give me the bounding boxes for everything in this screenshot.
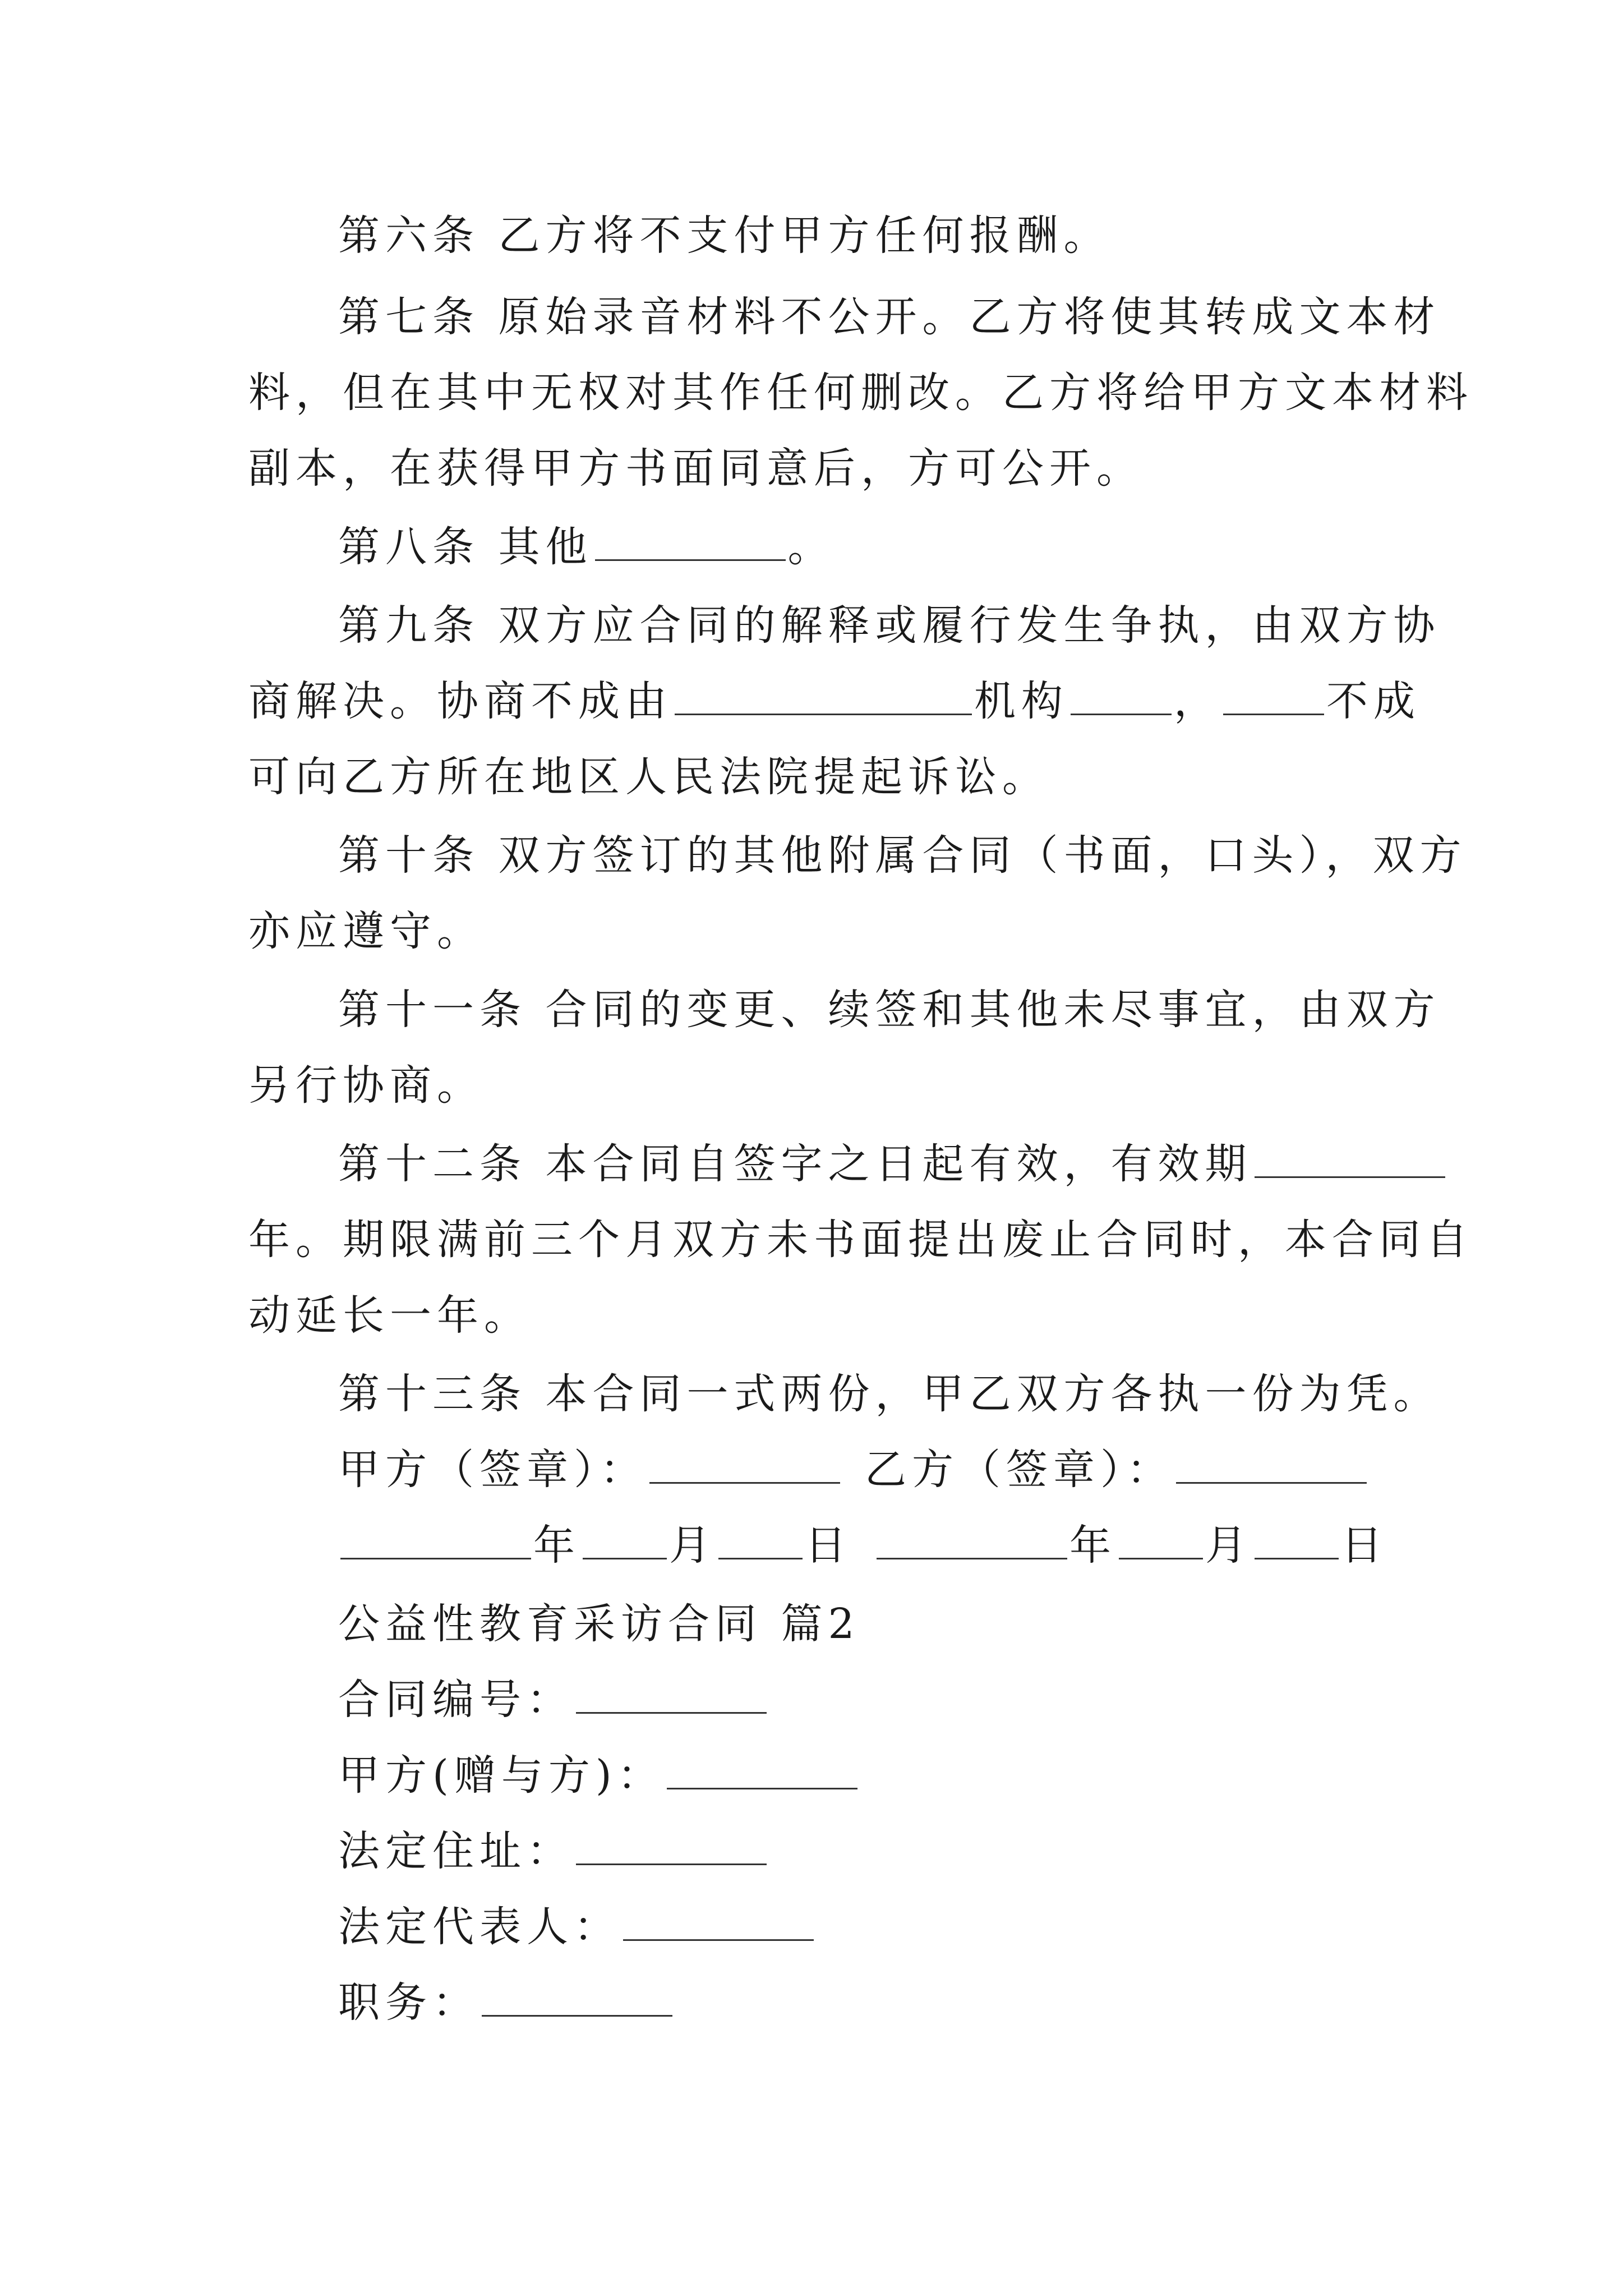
clause-10-line-2 <box>248 903 1370 959</box>
clause-8-text: 第八条 其他 <box>338 523 593 571</box>
legal-representative-blank <box>623 1900 814 1941</box>
clause-7-line-1 <box>248 289 1441 345</box>
contract-number-blank <box>576 1673 767 1714</box>
arbitration-blank <box>675 674 972 715</box>
legal-representative-label: 法定代表人： <box>338 1903 621 1951</box>
clause-8-blank <box>595 520 786 561</box>
party-a-day-label: 日 <box>805 1521 852 1570</box>
party-b-signature-blank <box>1176 1443 1367 1484</box>
party-b-year-blank <box>877 1519 1067 1559</box>
validity-period-blank <box>1255 1137 1445 1178</box>
clause-12-text-1: 第十二条 本合同自签字之日起有效，有效期 <box>338 1140 1252 1188</box>
clause-7-text-3: 副本，在获得甲方书面同意后，方可公开。 <box>248 444 1144 493</box>
position-blank <box>482 1976 672 2017</box>
party-a-year-blank <box>340 1519 531 1559</box>
date-line <box>248 1517 1388 1573</box>
party-b-day-label: 日 <box>1341 1521 1388 1570</box>
party-b-month-blank <box>1119 1519 1203 1559</box>
position-label: 职务： <box>338 1978 479 2027</box>
clause-12-text-2: 年。期限满前三个月双方未书面提出废止合同时，本合同自 <box>248 1216 1473 1264</box>
clause-9-text-2d: 不成 <box>1326 677 1421 725</box>
contract-number-label: 合同编号： <box>338 1676 574 1724</box>
clause-10-text-2: 亦应遵守。 <box>248 907 484 955</box>
party-b-day-blank <box>1255 1519 1339 1559</box>
legal-address-blank <box>576 1824 767 1865</box>
clause-10-line-1 <box>248 827 1467 884</box>
party-a-signature-blank <box>649 1443 840 1484</box>
clause-9-text-2b: 机构 <box>974 677 1068 725</box>
clause-8-end: 。 <box>787 523 835 571</box>
clause-7-line-3 <box>248 440 1370 496</box>
section-heading <box>248 1596 1370 1652</box>
clause-9-text-3: 可向乙方所在地区人民法院提起诉讼。 <box>248 753 1049 801</box>
party-a-donor-field <box>248 1747 1370 1803</box>
institution-blank <box>1071 674 1172 715</box>
clause-7-line-2 <box>248 365 1473 421</box>
clause-9-text-1: 第九条 双方应合同的解释或履行发生争执，由双方协 <box>338 601 1441 650</box>
party-a-donor-blank <box>667 1749 857 1789</box>
clause-8 <box>248 519 1370 575</box>
party-b-year-label: 年 <box>1069 1521 1117 1570</box>
clause-11-line-1 <box>248 982 1441 1038</box>
clause-11-line-2 <box>248 1057 1370 1114</box>
position-field <box>248 1975 1370 2031</box>
legal-address-label: 法定住址： <box>338 1827 574 1875</box>
party-a-month-label: 月 <box>669 1521 716 1570</box>
party-b-month-label: 月 <box>1205 1521 1252 1570</box>
section-heading-text: 公益性教育采访合同 篇2 <box>338 1600 860 1648</box>
clause-13-text: 第十三条 本合同一式两份，甲乙双方各执一份为凭。 <box>338 1370 1441 1418</box>
clause-7-text-2: 料，但在其中无权对其作任何删改。乙方将给甲方文本材料 <box>248 369 1473 417</box>
clause-11-text-2: 另行协商。 <box>248 1061 484 1110</box>
clause-9-line-3 <box>248 749 1370 805</box>
clause-9-text-2c: ， <box>1174 677 1221 725</box>
party-b-signature-label: 乙方（签章）： <box>865 1446 1174 1494</box>
condition-blank <box>1223 674 1324 715</box>
party-a-donor-label: 甲方(赠与方)： <box>338 1751 665 1800</box>
clause-7-text-1: 第七条 原始录音材料不公开。乙方将使其转成文本材 <box>338 293 1441 341</box>
party-a-day-blank <box>718 1519 803 1559</box>
clause-6-text: 第六条 乙方将不支付甲方任何报酬。 <box>338 211 1111 260</box>
signature-line <box>248 1442 1370 1498</box>
clause-9-line-1 <box>248 597 1441 654</box>
party-a-year-label: 年 <box>533 1521 580 1570</box>
clause-6 <box>248 208 1370 264</box>
legal-representative-field <box>248 1899 1370 1955</box>
clause-12-line-3 <box>248 1287 1370 1343</box>
party-a-month-blank <box>583 1519 667 1559</box>
legal-address-field <box>248 1823 1370 1879</box>
clause-11-text-1: 第十一条 合同的变更、续签和其他未尽事宜，由双方 <box>338 986 1441 1034</box>
clause-12-text-3: 动延长一年。 <box>248 1291 531 1340</box>
contract-number-field <box>248 1672 1370 1728</box>
clause-13 <box>248 1366 1441 1422</box>
clause-9-line-2 <box>248 673 1421 729</box>
party-a-signature-label: 甲方（签章）： <box>338 1446 647 1494</box>
clause-12-line-2 <box>248 1212 1473 1268</box>
clause-12-line-1 <box>248 1136 1370 1192</box>
clause-10-text-1: 第十条 双方签订的其他附属合同（书面，口头），双方 <box>338 831 1467 880</box>
clause-9-text-2a: 商解决。协商不成由 <box>248 677 672 725</box>
